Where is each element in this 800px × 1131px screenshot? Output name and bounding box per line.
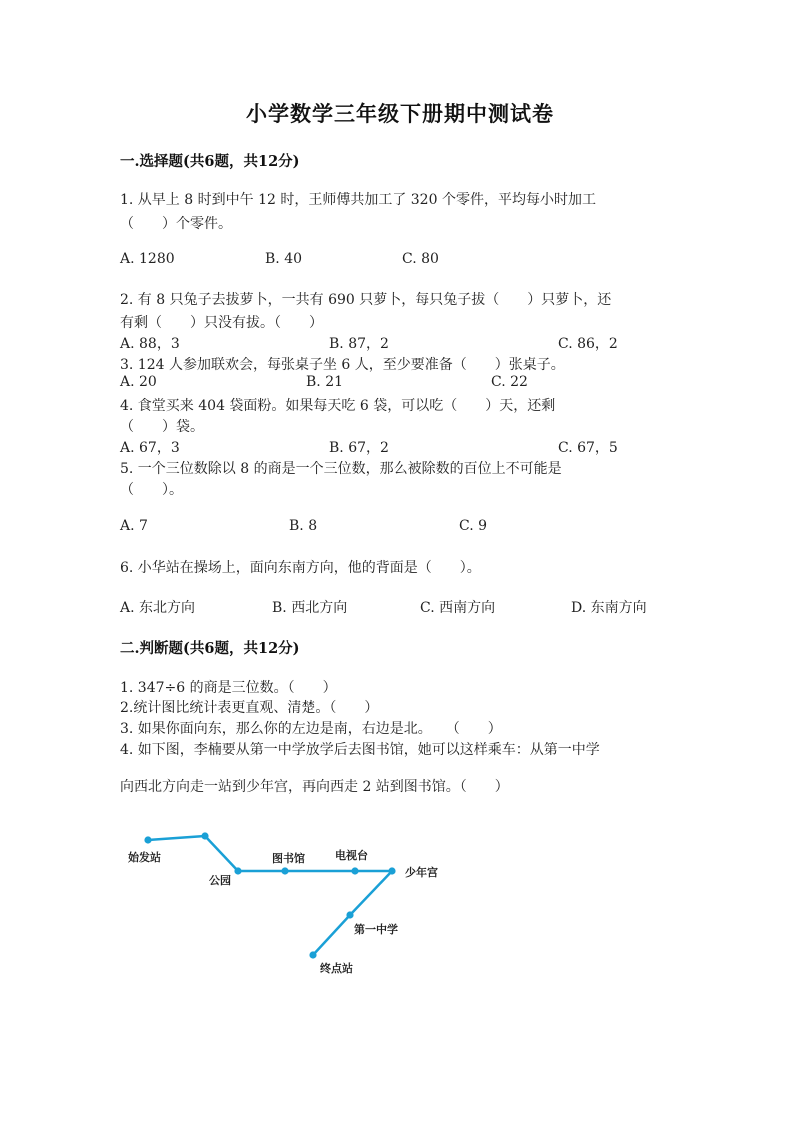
question-4-option-c: C. 67，5 (558, 440, 618, 456)
stop-label-start: 始发站 (128, 851, 161, 864)
section-heading-judgement: 二.判断题(共6题，共12分) (120, 640, 300, 657)
question-1-line-1: 1. 从早上 8 时到中午 12 时，王师傅共加工了 320 个零件，平均每小时加工 (120, 192, 596, 208)
question-4-option-b: B. 67，2 (329, 440, 389, 456)
question-2-option-c: C. 86，2 (558, 336, 618, 352)
question-4-line-1: 4. 食堂买来 404 袋面粉。如果每天吃 6 袋，可以吃（ ）天，还剩 (120, 398, 556, 414)
question-2-option-b: B. 87，2 (329, 336, 389, 352)
question-3-option-c: C. 22 (491, 374, 528, 390)
stop-dot-terminal (309, 951, 316, 958)
question-6-line-1: 6. 小华站在操场上，面向东南方向，他的背面是（ ）。 (120, 560, 481, 576)
stop-dot-library (281, 867, 288, 874)
stop-label-first-middle-school: 第一中学 (354, 923, 398, 936)
stop-label-terminal: 终点站 (320, 962, 353, 975)
question-5-option-b: B. 8 (289, 518, 318, 534)
bus-route-map (120, 820, 460, 985)
judgement-question-4-line-1: 4. 如下图，李楠要从第一中学放学后去图书馆，她可以这样乘车：从第一中学 (120, 742, 600, 758)
stop-label-library: 图书馆 (272, 852, 305, 865)
stop-dot-youth-palace (388, 867, 395, 874)
question-5-option-a: A. 7 (120, 518, 148, 534)
question-2-line-2: 有剩（ ）只没有拔。（ ） (120, 315, 323, 331)
question-1-option-b: B. 40 (265, 251, 303, 267)
stop-label-youth-palace: 少年宫 (405, 866, 438, 879)
question-6-option-a: A. 东北方向 (120, 600, 196, 616)
judgement-question-2: 2.统计图比统计表更直观、清楚。（ ） (120, 700, 379, 716)
stop-label-tv-station: 电视台 (335, 849, 368, 862)
question-3-option-a: A. 20 (120, 374, 157, 390)
question-5-line-1: 5. 一个三位数除以 8 的商是一个三位数，那么被除数的百位上不可能是 (120, 461, 562, 477)
question-6-option-c: C. 西南方向 (420, 600, 496, 616)
stop-dot-first-middle-school (346, 911, 353, 918)
stop-dot-start (144, 836, 151, 843)
question-3-line-1: 3. 124 人参加联欢会，每张桌子坐 6 人，至少要准备（ ）张桌子。 (120, 357, 565, 373)
section-heading-choice: 一.选择题(共6题，共12分) (120, 153, 300, 170)
question-2-option-a: A. 88，3 (120, 336, 180, 352)
question-6-option-b: B. 西北方向 (272, 600, 348, 616)
question-4-option-a: A. 67，3 (120, 440, 180, 456)
judgement-question-4-line-2: 向西北方向走一站到少年宫，再向西走 2 站到图书馆。（ ） (120, 779, 509, 795)
stop-label-park: 公园 (209, 874, 231, 887)
stop-dot-tv-station (351, 867, 358, 874)
question-1-line-2: （ ）个零件。 (120, 216, 232, 232)
question-5-line-2: （ ）。 (120, 482, 183, 498)
judgement-question-1: 1. 347÷6 的商是三位数。（ ） (120, 680, 337, 696)
question-3-option-b: B. 21 (306, 374, 344, 390)
question-4-line-2: （ ）袋。 (120, 419, 204, 435)
question-6-option-d: D. 东南方向 (571, 600, 647, 616)
page-title: 小学数学三年级下册期中测试卷 (246, 101, 554, 126)
question-1-option-a: A. 1280 (120, 251, 175, 267)
stop-dot-bend (201, 832, 208, 839)
question-2-line-1: 2. 有 8 只兔子去拔萝卜，一共有 690 只萝卜，每只兔子拔（ ）只萝卜，还 (120, 292, 612, 308)
stop-dot-park (234, 867, 241, 874)
question-1-option-c: C. 80 (402, 251, 439, 267)
question-5-option-c: C. 9 (459, 518, 488, 534)
judgement-question-3: 3. 如果你面向东，那么你的左边是南，右边是北。 （ ） (120, 721, 502, 737)
